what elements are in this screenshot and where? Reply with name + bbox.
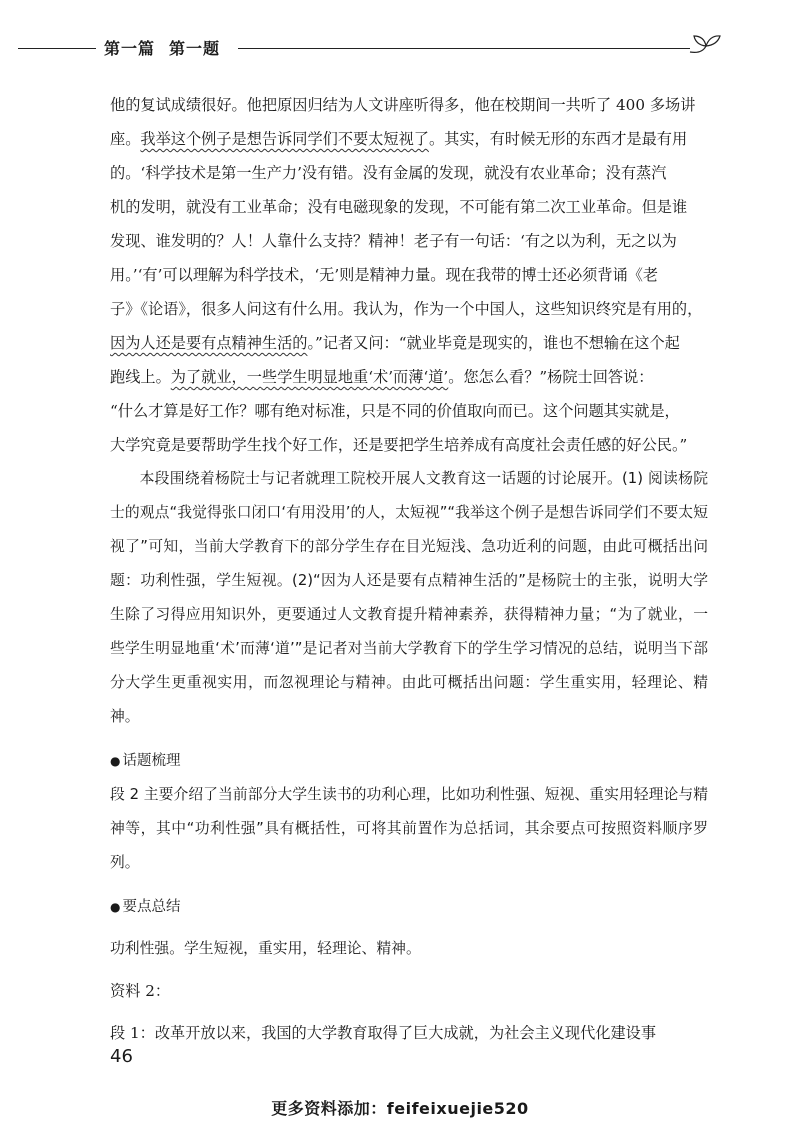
topic-heading — [110, 744, 708, 778]
underlined-phrase: 我举这个例子是想告诉同学们不要太短视了 — [140, 130, 429, 148]
bullet-icon: ● — [110, 754, 121, 768]
header-rule-left — [18, 48, 96, 49]
quote-text: 跑线上。 — [110, 368, 171, 386]
body-text — [110, 88, 708, 1050]
quote-line: 发现、谁发明的？人！人靠什么支持？精神！老子有一句话：‘有之以为利，无之以为 — [110, 232, 677, 250]
summary-paragraph: 功利性强。学生短视，重实用，轻理论、精神。 — [110, 940, 421, 957]
analysis-paragraph: 本段围绕着杨院士与记者就理工院校开展人文教育这一话题的讨论展开。(1) 阅读杨院士的观点“我觉得张口闭口‘有用没用’的人，太短视”“我举这个例子是想告诉同学们不要太短视了”可知，当前大学教育下的部分学生存在目光短浅、急功近利的问题，由此可概括出问题：功利性强，学生短视。(2)“因为人还是要有点精神生活的”是杨院士的主张，说明大学生除了习得应用知识外，更要通过人文教育提升精神素养，获得精神力量；“为了就业，一些学生明显地重‘术’而薄‘道’”是记者对当前大学教育下的学生学习情况的总结，说明当下部分大学生更重视实用，而忽视理论与精神。由此可概括出问题：学生重实用，轻理论、精神。 — [110, 470, 708, 725]
topic-paragraph: 段 2 主要介绍了当前部分大学生读书的功利心理，比如功利性强、短视、重实用轻理论与精神等，其中“功利性强”具有概括性，可将其前置作为总括词，其余要点可按照资料顺序罗列。 — [110, 786, 708, 871]
quote-line: 他的复试成绩很好。他把原因归结为人文讲座听得多，他在校期间一共听了 400 多场讲 — [110, 96, 696, 114]
quote-line — [110, 326, 708, 360]
header-part: 第一篇 — [104, 39, 156, 58]
quote-line — [110, 360, 708, 394]
topic-heading-text: 话题梳理 — [122, 753, 181, 769]
quote-line: 大学究竟是要帮助学生找个好工作，还是要把学生培养成有高度社会责任感的好公民。” — [110, 436, 688, 454]
quote-line: 用。’‘有’可以理解为科学技术，‘无’则是精神力量。现在我带的博士还必须背诵《老 — [110, 266, 659, 284]
running-header — [0, 30, 800, 70]
quote-line: “什么才算是好工作？哪有绝对标准，只是不同的价值取向而已。这个问题其实就是， — [110, 402, 680, 420]
summary-heading — [110, 890, 708, 924]
bullet-icon: ● — [110, 900, 121, 914]
page-number: 46 — [110, 1046, 133, 1067]
quote-line: 的。‘科学技术是第一生产力’没有错。没有金属的发现，就没有农业革命；没有蒸汽 — [110, 164, 667, 182]
footer-note: 更多资料添加：feifeixuejie520 — [271, 1099, 529, 1118]
underlined-phrase: 为了就业，一些学生明显地重‘术’而薄‘道’ — [170, 368, 449, 386]
header-rule-right — [238, 48, 690, 49]
header-chapter: 第一题 — [169, 39, 221, 58]
quote-text: 座。 — [110, 130, 141, 148]
quote-line: 子》《论语》，很多人问这有什么用。我认为，作为一个中国人，这些知识终究是有用的， — [110, 300, 703, 318]
header-title — [104, 36, 234, 59]
quote-line — [110, 122, 708, 156]
quote-text: 。”记者又问：“就业毕竟是现实的，谁也不想输在这个起 — [307, 334, 680, 352]
quote-text: 。其实，有时候无形的东西才是最有用 — [428, 130, 688, 148]
sprout-icon — [688, 30, 722, 60]
material-label: 资料 2： — [110, 982, 171, 1000]
quote-line: 机的发明，就没有工业革命；没有电磁现象的发现，不可能有第二次工业革命。但是谁 — [110, 198, 688, 216]
summary-heading-text: 要点总结 — [122, 899, 181, 915]
material-paragraph: 段 1：改革开放以来，我国的大学教育取得了巨大成就，为社会主义现代化建设事 — [110, 1024, 657, 1042]
quote-text: 。您怎么看？”杨院士回答说： — [448, 368, 654, 386]
underlined-phrase: 因为人还是要有点精神生活的 — [110, 334, 308, 352]
